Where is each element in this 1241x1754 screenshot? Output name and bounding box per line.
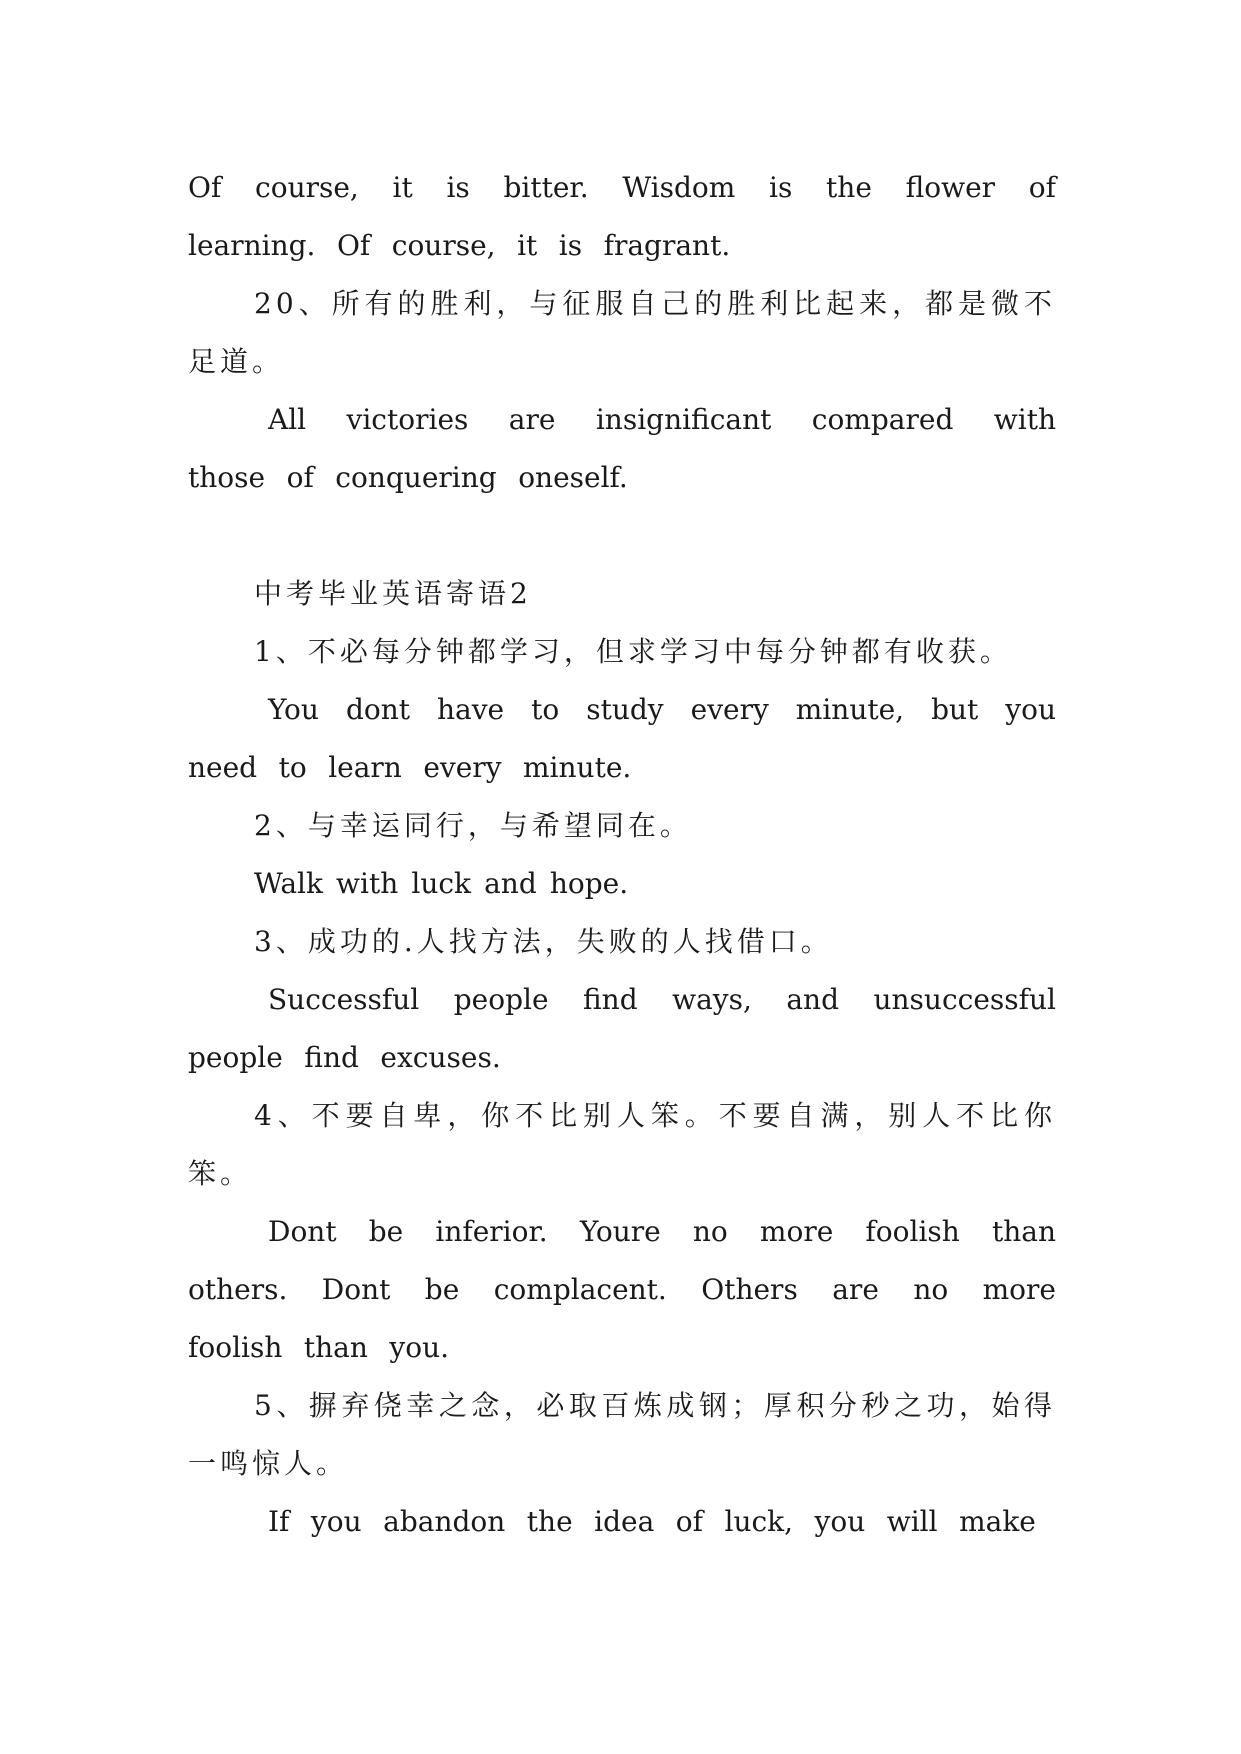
paragraph-en: Dont be inferior. Youre no more foolish than others. Dont be complacent. Others are no more foolish than you. — [188, 1215, 1056, 1364]
paragraph-en: Of course, it is bitter. Wisdom is the flower of learning. Of course, it is fragrant. — [188, 171, 1056, 262]
paragraph-cn: 5、摒弃侥幸之念，必取百炼成钢；厚积分秒之功，始得一鸣惊人。 — [188, 1389, 1056, 1480]
paragraph-en: Successful people find ways, and unsuccessful people find excuses. — [188, 983, 1056, 1074]
paragraph-en: You dont have to study every minute, but you need to learn every minute. — [188, 693, 1056, 784]
section-heading: 中考毕业英语寄语2 — [254, 577, 532, 610]
blank-line — [188, 507, 1056, 565]
paragraph-cn: 3、成功的.人找方法，失败的人找借口。 — [254, 925, 833, 958]
paragraph-cn: 20、所有的胜利，与征服自己的胜利比起来，都是微不足道。 — [188, 287, 1056, 378]
document-body — [188, 159, 1056, 1551]
paragraph-en: If you abandon the idea of luck, you will make — [268, 1505, 1036, 1538]
paragraph-en: All victories are insignificant compared with those of conquering oneself. — [188, 403, 1056, 494]
paragraph-cn: 4、不要自卑，你不比别人笨。不要自满，别人不比你笨。 — [188, 1099, 1056, 1190]
paragraph-cn: 1、不必每分钟都学习，但求学习中每分钟都有收获。 — [254, 635, 1012, 668]
paragraph-en: Walk with luck and hope. — [254, 867, 629, 900]
paragraph-cn: 2、与幸运同行，与希望同在。 — [254, 809, 692, 842]
